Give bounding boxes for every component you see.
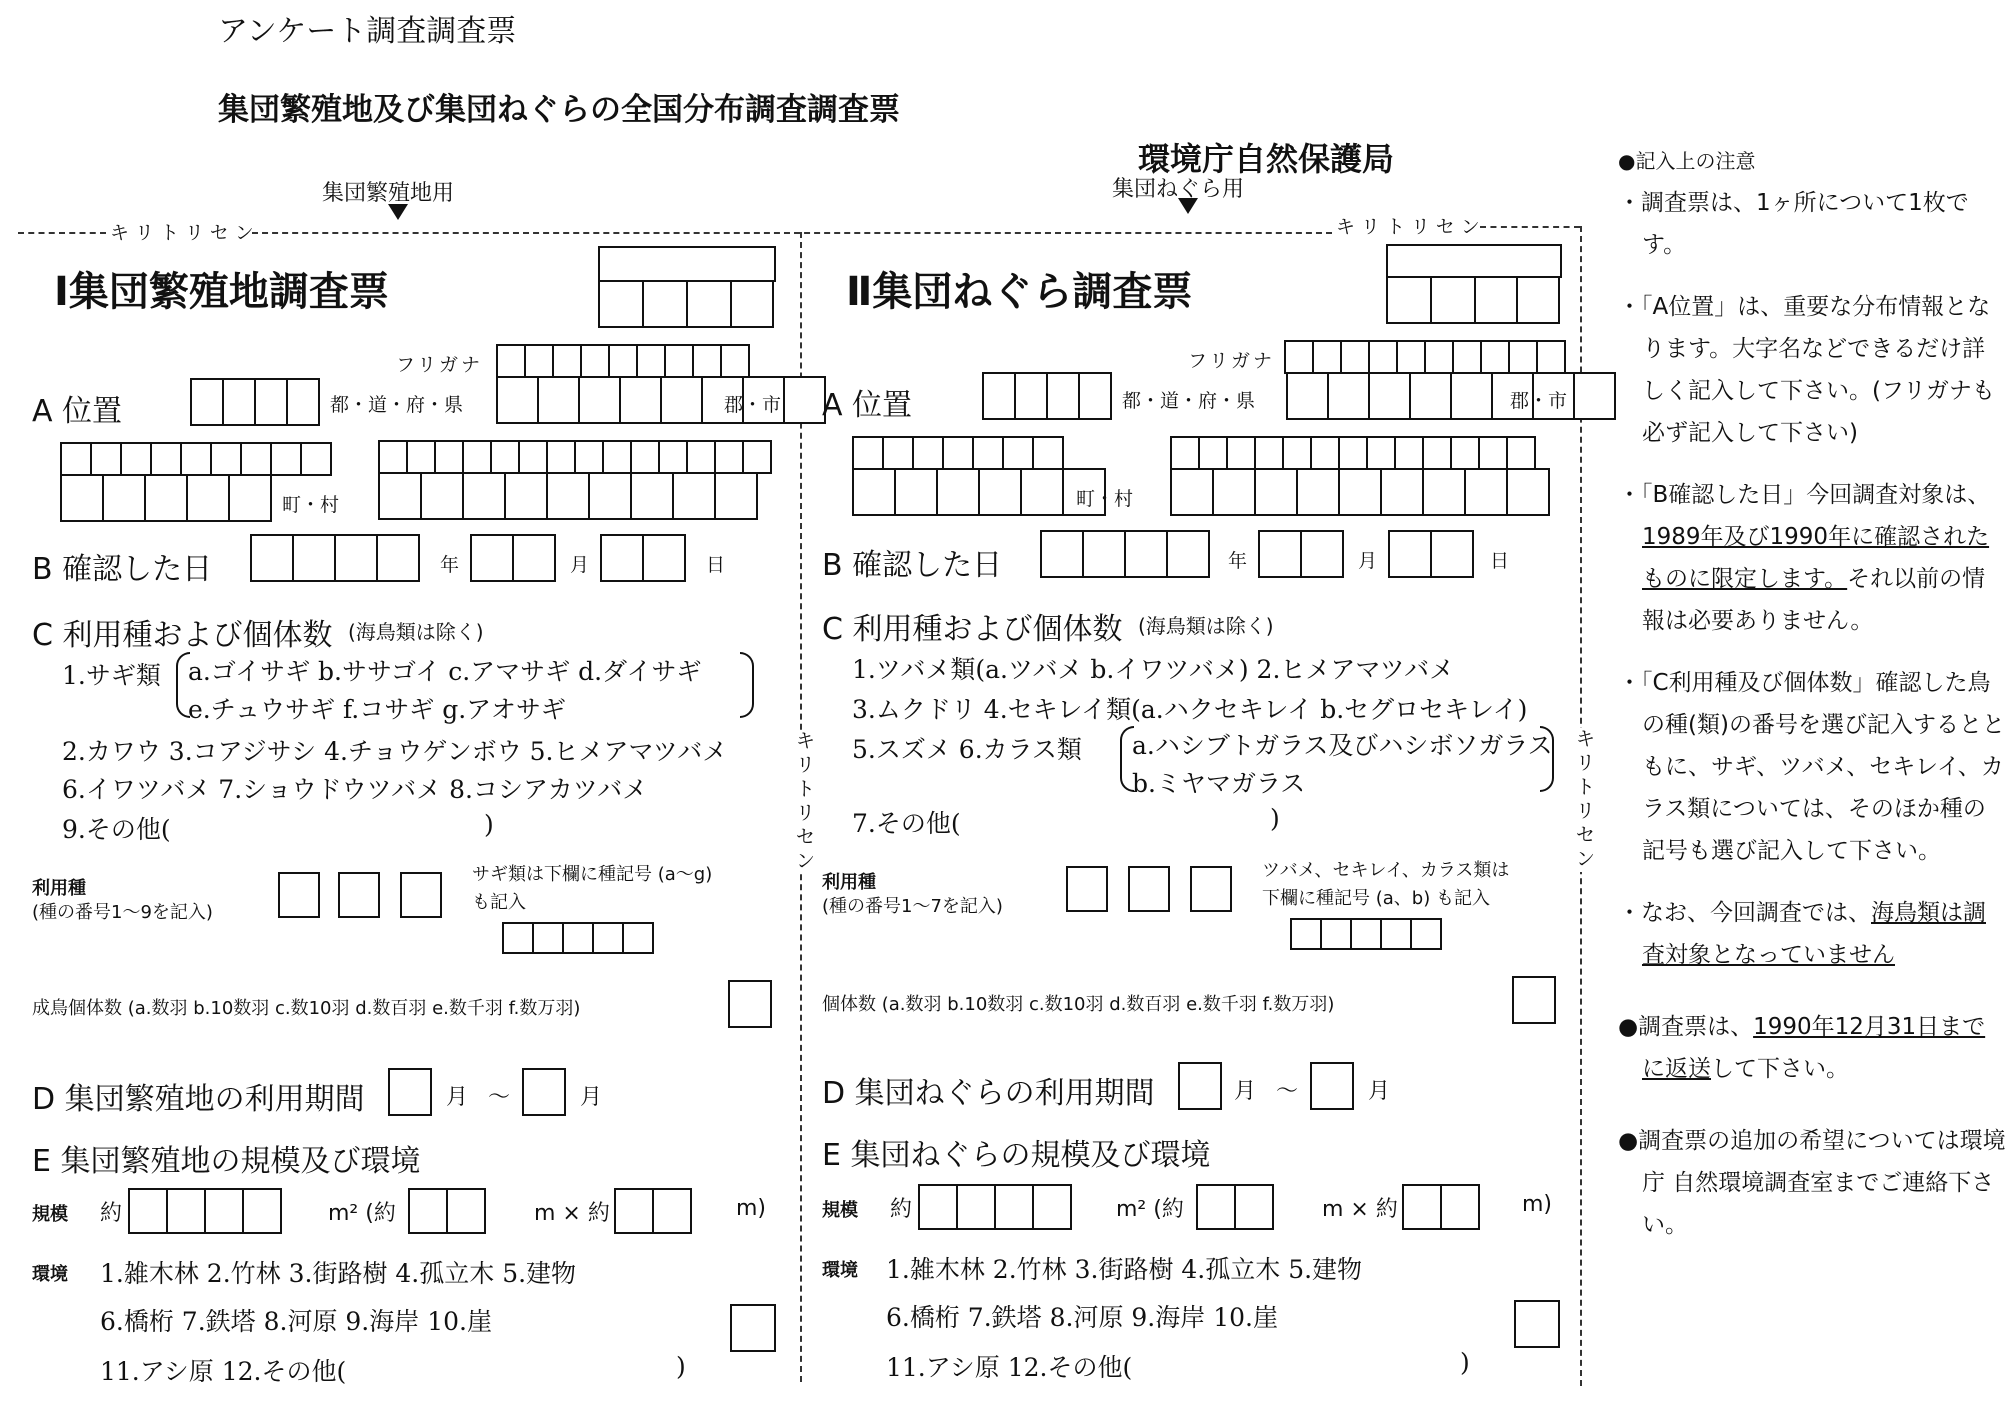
species-option: a.ゴイサギ b.ササゴイ c.アマサギ d.ダイサギ (188, 657, 702, 686)
scale-heading: E 集団繁殖地の規模及び環境 (32, 1144, 421, 1179)
note-underlined: 1990年12月31日までに返送 (1642, 1014, 1986, 1082)
env-box[interactable] (730, 1304, 776, 1352)
area-boxes[interactable] (918, 1184, 1072, 1230)
bracket (1540, 726, 1554, 792)
species-option: e.チュウサギ f.コサギ g.アオサギ (188, 695, 566, 724)
town-furigana-boxes[interactable] (60, 442, 332, 476)
species-option: 2.カワウ 3.コアジサシ 4.チョウゲンボウ 5.ヒメアマツバメ (62, 737, 728, 766)
cut-line-vertical-label: キリトリセン (1570, 728, 1599, 872)
period-month-label: 月 (1368, 1079, 1391, 1104)
period-start-box[interactable] (1178, 1062, 1222, 1110)
month-boxes[interactable] (1258, 530, 1344, 578)
species-code-boxes[interactable] (502, 922, 654, 954)
cut-mark-right-label: 集団ねぐら用 (1112, 177, 1245, 202)
period-start-box[interactable] (388, 1068, 432, 1116)
width-boxes[interactable] (614, 1188, 692, 1234)
year-label: 年 (440, 554, 460, 576)
use-species-sub: (種の番号1～7を記入) (822, 896, 1003, 917)
env-box[interactable] (1514, 1300, 1560, 1348)
doc-label: アンケート調査調査票 (218, 14, 517, 49)
month-label: 月 (1358, 550, 1378, 572)
use-species-box[interactable] (278, 872, 320, 918)
furigana-label: フリガナ (396, 354, 484, 376)
position-heading: A 位置 (32, 394, 123, 429)
count-box[interactable] (728, 980, 772, 1028)
note-underlined: 1989年及び1990年に確認されたものに限定します。 (1642, 524, 1990, 592)
prefecture-label: 都・道・府・県 (1122, 390, 1256, 412)
day-boxes[interactable] (600, 534, 686, 582)
species-option-other-close: ) (1270, 804, 1280, 833)
count-label: 個体数 (a.数羽 b.10数羽 c.数10羽 d.数百羽 e.数千羽 f.数万羽) (822, 994, 1335, 1015)
agency-name: 環境庁自然保護局 (1138, 140, 1395, 178)
town-boxes[interactable] (60, 474, 272, 522)
note-item: ・「A位置」は、重要な分布情報となります。大字名などできるだけ詳しく記入して下さい。(フリガナも必ず記入して下さい) (1618, 294, 1995, 446)
period-month-label: 月 (446, 1085, 469, 1110)
period-tilde: ～ (1276, 1079, 1299, 1104)
town-label: 町・村 (282, 494, 340, 516)
town-label: 町・村 (1076, 488, 1134, 510)
note-text: それ以前の情報は必要ありません。 (1642, 566, 1986, 634)
use-species-box[interactable] (400, 872, 442, 918)
width-boxes[interactable] (1402, 1184, 1480, 1230)
day-label: 日 (706, 554, 726, 576)
day-boxes[interactable] (1388, 530, 1474, 578)
note-item: ・調査票は、1ヶ所について1枚です。 (1618, 190, 1969, 258)
env-option: 11.アシ原 12.その他( (100, 1357, 347, 1386)
year-boxes[interactable] (1040, 530, 1210, 578)
use-species-box[interactable] (1066, 866, 1108, 912)
env-option-close: ) (676, 1352, 686, 1381)
furigana-boxes[interactable] (496, 344, 750, 378)
date-heading: B 確認した日 (32, 552, 213, 587)
note-text: ・なお、今回調査では、 (1618, 900, 1871, 926)
town-boxes[interactable] (852, 468, 1106, 516)
position-heading: A 位置 (822, 388, 913, 423)
length-boxes[interactable] (408, 1188, 486, 1234)
species-option: b.ミヤマガラス (1132, 769, 1306, 798)
year-boxes[interactable] (250, 534, 420, 582)
note-text: ●調査票は、 (1618, 1014, 1754, 1040)
cut-line-vertical-label: キリトリセン (790, 730, 819, 874)
month-label: 月 (570, 554, 590, 576)
date-heading: B 確認した日 (822, 548, 1003, 583)
notes-title: ●記入上の注意 (1618, 149, 1756, 173)
note-item: ●調査票の追加の希望については環境庁 自然環境調査室までご連絡下さい。 (1618, 1128, 2006, 1238)
env-label: 環境 (822, 1260, 858, 1281)
cut-line (18, 232, 106, 234)
prefecture-code-boxes[interactable] (190, 378, 320, 426)
species-option-other: 9.その他( (62, 815, 171, 844)
period-month-label: 月 (580, 1085, 603, 1110)
day-label: 日 (1490, 550, 1510, 572)
prefecture-label: 都・道・府・県 (330, 394, 464, 416)
form-title: Ⅰ集団繁殖地調査票 (54, 269, 389, 315)
triangle-down-icon (388, 204, 408, 220)
period-month-label: 月 (1234, 1079, 1257, 1104)
furigana-boxes[interactable] (1284, 340, 1566, 374)
width-unit: m) (736, 1196, 767, 1221)
period-end-box[interactable] (522, 1068, 566, 1116)
form-id-box[interactable] (598, 246, 776, 282)
cut-line (252, 232, 1332, 234)
year-label: 年 (1228, 550, 1248, 572)
env-option: 6.橋桁 7.鉄塔 8.河原 9.海岸 10.崖 (100, 1307, 492, 1336)
town-furigana-boxes[interactable] (852, 436, 1064, 470)
scale-label: 規模 (32, 1204, 68, 1225)
count-label: 成鳥個体数 (a.数羽 b.10数羽 c.数10羽 d.数百羽 e.数千羽 f.数万羽) (32, 998, 581, 1019)
form-title: Ⅱ集団ねぐら調査票 (846, 269, 1193, 315)
species-option: 1.サギ類 (62, 661, 161, 690)
cut-line-label: キリトリセン (110, 222, 260, 244)
length-unit: m × 約 (1322, 1197, 1398, 1222)
note-underlined: 海鳥類は調査対象となっていません (1642, 900, 1986, 968)
approx-label: 約 (890, 1197, 913, 1222)
species-option: 5.スズメ 6.カラス類 (852, 735, 1082, 764)
env-option: 11.アシ原 12.その他( (886, 1353, 1133, 1382)
use-species-note: も記入 (472, 892, 526, 913)
species-option-other-close: ) (484, 810, 494, 839)
length-unit: m × 約 (534, 1201, 610, 1226)
species-heading: C 利用種および個体数 (32, 618, 333, 653)
period-end-box[interactable] (1310, 1062, 1354, 1110)
form-id-boxes[interactable] (1386, 276, 1560, 324)
species-heading-note: (海鳥類は除く) (1138, 614, 1274, 638)
use-species-label: 利用種 (32, 878, 86, 899)
district-furigana-boxes[interactable] (1170, 436, 1536, 470)
furigana-label: フリガナ (1188, 350, 1276, 372)
env-option: 6.橋桁 7.鉄塔 8.河原 9.海岸 10.崖 (886, 1303, 1278, 1332)
use-species-sub: (種の番号1～9を記入) (32, 902, 213, 923)
use-species-box[interactable] (1190, 866, 1232, 912)
species-option: 3.ムクドリ 4.セキレイ類(a.ハクセキレイ b.セグロセキレイ) (852, 695, 1528, 724)
species-option: a.ハシブトガラス及びハシボソガラス (1132, 731, 1553, 760)
notes-panel (1618, 140, 2008, 1266)
species-option: 1.ツバメ類(a.ツバメ b.イワツバメ) 2.ヒメアマツバメ (852, 655, 1455, 684)
bracket (740, 652, 754, 718)
species-option-other: 7.その他( (852, 809, 961, 838)
note-text: して下さい。 (1711, 1056, 1849, 1082)
county-city-label: 郡・市 (1510, 390, 1568, 412)
env-option: 1.雑木林 2.竹林 3.街路樹 4.孤立木 5.建物 (886, 1255, 1363, 1284)
length-boxes[interactable] (1196, 1184, 1274, 1230)
note-text: ・「B確認した日」今回調査対象は、 (1618, 482, 1991, 508)
doc-title: 集団繁殖地及び集団ねぐらの全国分布調査調査票 (218, 92, 900, 128)
period-heading: D 集団繁殖地の利用期間 (32, 1082, 365, 1117)
district-furigana-boxes[interactable] (378, 440, 772, 474)
area-unit: m² (約 (328, 1201, 396, 1226)
county-city-label: 郡・市 (724, 394, 782, 416)
note-item (1618, 474, 2008, 642)
district-boxes[interactable] (378, 472, 758, 520)
approx-label: 約 (100, 1201, 123, 1226)
note-item (1618, 1006, 2008, 1090)
use-species-note: ツバメ、セキレイ、カラス類は (1262, 860, 1510, 881)
use-species-note: サギ類は下欄に種記号 (a～g) (472, 864, 713, 885)
env-option-close: ) (1460, 1348, 1470, 1377)
area-boxes[interactable] (128, 1188, 282, 1234)
note-item (1618, 892, 2008, 976)
species-code-boxes[interactable] (1290, 918, 1442, 950)
env-label: 環境 (32, 1264, 68, 1285)
species-heading-note: (海鳥類は除く) (348, 620, 484, 644)
district-boxes[interactable] (1170, 468, 1550, 516)
use-species-box[interactable] (338, 872, 380, 918)
prefecture-code-boxes[interactable] (982, 372, 1112, 420)
use-species-label: 利用種 (822, 872, 876, 893)
note-item: ・「C利用種及び個体数」確認した鳥の種(類)の番号を選び記入するとともに、サギ、ツバメ、セキレイ、カラス類については、そのほか種の記号も選び記入して下さい。 (1618, 670, 2005, 864)
species-heading: C 利用種および個体数 (822, 612, 1123, 647)
cut-line (1480, 226, 1580, 228)
scale-heading: E 集団ねぐらの規模及び環境 (822, 1138, 1211, 1173)
triangle-down-icon (1178, 198, 1198, 214)
form-id-box[interactable] (1386, 244, 1562, 278)
period-heading: D 集団ねぐらの利用期間 (822, 1076, 1155, 1111)
cut-line-label: キリトリセン (1336, 216, 1486, 238)
period-tilde: ～ (488, 1085, 511, 1110)
scale-label: 規模 (822, 1200, 858, 1221)
form-id-boxes[interactable] (598, 280, 774, 328)
env-option: 1.雑木林 2.竹林 3.街路樹 4.孤立木 5.建物 (100, 1259, 577, 1288)
area-unit: m² (約 (1116, 1197, 1184, 1222)
cut-mark-left-label: 集団繁殖地用 (322, 181, 455, 206)
species-option: 6.イワツバメ 7.ショウドウツバメ 8.コシアカツバメ (62, 775, 648, 804)
count-box[interactable] (1512, 976, 1556, 1024)
use-species-box[interactable] (1128, 866, 1170, 912)
width-unit: m) (1522, 1192, 1553, 1217)
use-species-note: 下欄に種記号 (a、b) も記入 (1262, 888, 1490, 909)
month-boxes[interactable] (470, 534, 556, 582)
